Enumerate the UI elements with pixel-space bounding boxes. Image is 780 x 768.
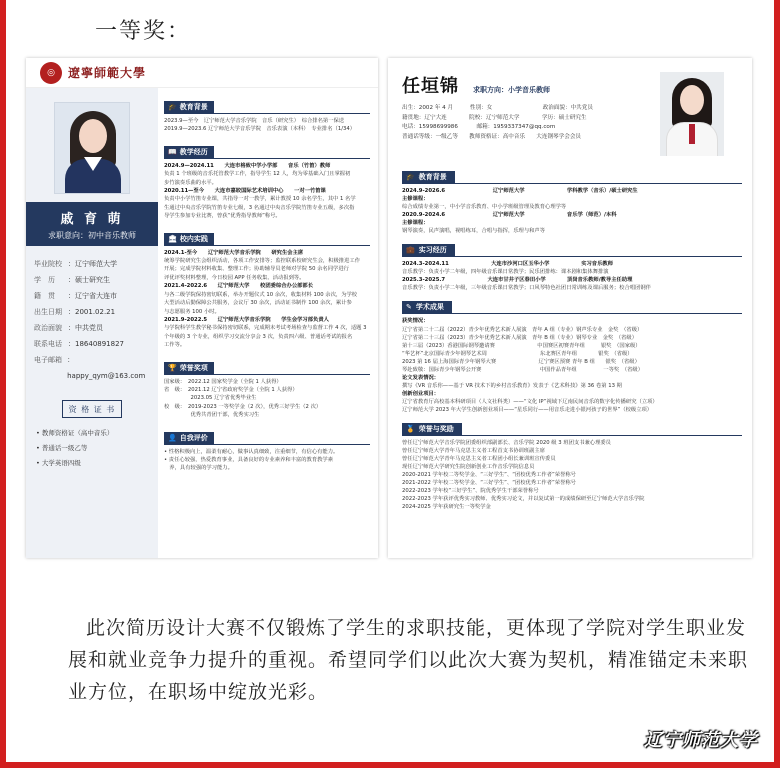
section-line: 辽宁省第二十二届（2022）青少年优秀艺术新人展演 青年 A 组（专业）钢声乐专业 金奖 （省级） <box>402 326 643 333</box>
section-line: 国家级： 2022.12 国家奖学金（全院 1 人获得） <box>164 378 282 385</box>
section-header-row <box>402 294 742 314</box>
section-header-row <box>164 139 370 159</box>
section-title: 荣誉奖项 <box>179 363 208 372</box>
section-line: 2024.9-2026.6 辽宁师范大学 学科教学（音乐）/硕士研究生 <box>402 188 638 194</box>
section-title: 教育背景 <box>418 173 447 181</box>
section-line: 养，具有较强的学习能力。 <box>164 465 233 472</box>
section-icon: 🏅 <box>406 425 415 434</box>
info-label: 联系电话 <box>34 340 62 348</box>
section-line: 2024.9—2024.11 大连市格致中学小学部 音乐（竹笛）教师 <box>164 162 331 169</box>
info-label: 出生日期 <box>34 308 62 316</box>
resume-section <box>164 355 370 420</box>
section-line: 综合成绩专业第一，中小学音乐教育、中小学班级管理及教育心理学等 <box>402 204 567 211</box>
info-row <box>34 304 150 320</box>
resume-2-main <box>388 164 752 511</box>
section-line: 省 级： 2021.12 辽宁省政府奖学金（全院 1 人获得） <box>164 386 298 393</box>
section-header-row <box>164 226 370 246</box>
info-label: 学 历 <box>34 276 55 284</box>
resume-2-header <box>388 58 752 162</box>
section-header-row <box>402 237 742 257</box>
info-line: 出生：2002 年 4 月 性别：女 政治面貌：中共党员 <box>402 105 593 111</box>
section-title: 教学经历 <box>179 147 208 156</box>
section-line: 琴赴致敬：国际青少年钢琴公开赛 中国作品青年组 一等奖 （省级） <box>402 366 644 373</box>
section-header-row <box>164 355 370 375</box>
section-title: 实习经历 <box>418 246 447 255</box>
section-header-row <box>164 425 370 445</box>
section-line: 开展；完成学院材料收集、整理工作；协助辅导员老师对学院 50 余名同学进行 <box>164 266 349 273</box>
section-line: 辽宁省第二十三届（2023）青少年优秀艺术新人展演 青年 B 组（专业）钢琴专业 金奖 （省级） <box>402 334 638 341</box>
certificate-item: • 教师资格证（高中音乐） <box>36 429 114 437</box>
info-value: ：2001.02.21 <box>68 308 116 316</box>
section-line: 2024-2025 学年获研究生一等奖学金 <box>402 504 491 511</box>
section-line: 个年级的 3 个专业，组织学习交流分享会 3 次，负责四六级、普通话考试的报名 <box>164 333 353 340</box>
resume-1-sidebar <box>26 88 158 558</box>
section-icon: 🎓 <box>168 103 177 111</box>
resume-section <box>164 425 370 473</box>
info-value: ：中共党员 <box>68 324 103 332</box>
section-header <box>164 146 214 158</box>
info-label: 毕业院校 <box>34 260 62 268</box>
section-line: 步竹演奏乐曲的水平。 <box>164 179 217 186</box>
section-icon: ✎ <box>406 303 412 312</box>
certificate-item: • 大学英语四级 <box>36 459 81 467</box>
section-line: 2020-2021 学年校二等奖学金、“三好学生”、“团校优秀工作者”荣誉称号 <box>402 472 576 479</box>
info-line: 籍贯地：辽宁大连 院校：辽宁师范大学 学历：硕士研究生 <box>402 114 587 121</box>
section-title: 校内实践 <box>179 234 208 243</box>
info-row <box>34 320 150 336</box>
section-line: 统筹学院研究生会组织活动，各项工作安排等；监控联系校研究生会，积极推进工作 <box>164 258 360 265</box>
candidate-photo <box>660 72 724 156</box>
name-band <box>26 202 158 246</box>
section-header-row <box>164 94 370 114</box>
resume-image-1 <box>26 58 378 558</box>
section-line: 2019.9—2023.6 辽宁师范大学音乐学院 音乐表演（本科） 专业排名（1/34） <box>164 126 356 133</box>
candidate-photo <box>54 102 130 194</box>
section-line: 2020.11—至今 大连市嘉皎国际艺术培训中心 一对一竹笛课 <box>164 188 326 195</box>
section-line: 主修课程： <box>402 196 429 203</box>
info-value: ：辽宁师范大学 <box>68 260 117 268</box>
section-line: 2022-2023 学年获评优秀实习教师、优秀实习论文，并以复试第一的成绩保研至辽宁师范大学音乐学院 <box>402 496 645 503</box>
section-line: 曾任辽宁师范大学青年马克思主义者工程首支书协训班副主席 <box>402 448 546 455</box>
candidate-name: 戚 育 萌 <box>60 212 124 227</box>
section-header-row <box>402 164 742 184</box>
resume-1-main <box>164 94 370 558</box>
section-line: 优秀共青团干部，优秀实习生 <box>164 412 260 419</box>
section-line: • 责任心较强，热爱教育事业，具备良好的专业素养和丰富的教育教学素 <box>164 456 334 463</box>
section-line: 曾任辽宁师范大学青年马克思主义者工程团小组长兼训班宣传委员 <box>402 456 556 463</box>
section-line: 大型活动后勤保障公共服务，会议厅 30 余次，活动证书制作 100 余次，累计参 <box>164 300 352 307</box>
info-row <box>34 352 150 384</box>
section-line: • 性格积极向上，温柔有耐心，做事认真细致，注重细节，有信心有能力。 <box>164 448 339 455</box>
section-header <box>164 432 214 444</box>
resume-1-header <box>26 58 378 88</box>
section-title: 自我评价 <box>179 433 208 442</box>
resume-section <box>164 139 370 221</box>
info-label: 政治面貌 <box>34 324 62 332</box>
section-line: 撰写《VR 音乐你——基于 VR 技术下的乡村音乐教育》发表于《艺术科技》第 36 卷第 13 期 <box>402 382 622 389</box>
section-line: 导学生参加专业比赛，曾获“优秀指导教师”称号。 <box>164 213 281 220</box>
section-icon: 👤 <box>168 433 177 442</box>
section-header <box>164 362 214 374</box>
section-line: 与志愿服务 100 小时。 <box>164 308 220 315</box>
section-line: 第十三届（2023）香港国际钢琴邀请赛 中国赛区初赛青年组 银奖 （国家级） <box>402 342 641 349</box>
section-line: 2021-2022 学年校二等奖学金、“三好学生”、“团校优秀工作者”荣誉称号 <box>402 480 576 487</box>
info-label: 电子邮箱 <box>34 356 62 364</box>
certificate-list <box>26 418 158 471</box>
resume-section <box>402 294 742 414</box>
candidate-name: 任垣锦 <box>402 76 459 97</box>
section-header <box>164 101 214 113</box>
university-logo-text: 遼寧師範大學 <box>68 66 147 80</box>
section-header <box>164 233 214 245</box>
university-watermark: 辽宁师范大学 <box>644 730 758 751</box>
section-icon: 📖 <box>168 147 177 156</box>
section-line: 2022-2023 学年校“三好学生”、院优秀学生干部荣誉称号 <box>402 488 539 495</box>
section-line: 2025.3-2025.7 大连市甘井子区春田小学 顶岗音乐教师/教导主任助理 <box>402 277 633 284</box>
section-icon: 💼 <box>406 246 415 255</box>
section-header <box>402 301 452 313</box>
section-icon: 🎓 <box>406 173 415 181</box>
info-row <box>34 288 150 304</box>
university-seal-icon: ◎ <box>40 62 62 84</box>
section-icon: 🏛 <box>168 234 177 243</box>
section-line: 负责 1 个班级的音乐托管教学工作，指导学生 12 人，均为零基础入门且掌握初 <box>164 171 351 178</box>
info-value: ：硕士研究生 <box>68 276 110 284</box>
section-title: 荣誉与奖励 <box>418 425 454 434</box>
section-line: 现任辽宁师范大学研究生院创新创业工作音乐学院信息员 <box>402 464 535 471</box>
resume-section <box>402 416 742 511</box>
job-direction: 求职方向：小学音乐教师 <box>473 86 550 94</box>
job-intention: 求职意向：初中音乐教师 <box>48 231 136 240</box>
info-line: 普通话等级：一级乙等 教师资格证：高中音乐 大连钢琴学会会员 <box>402 133 582 140</box>
section-line: 辽宁师范大学 2023 年大学生创新创业项目——“星乐同行——用音乐走进小银河孩子的世界”（校级立项） <box>402 406 653 413</box>
resume-image-2 <box>388 58 752 558</box>
summary-paragraph: 此次简历设计大赛不仅锻炼了学生的求职技能，更体现了学院对学生职业发展和就业竞争力提升的重视。希望同学们以此次大赛为契机，精准锚定未来职业方位，在职场中绽放光彩。 <box>68 617 749 703</box>
info-row <box>34 256 150 272</box>
resume-section <box>402 237 742 292</box>
certificate-heading: 资 格 证 书 <box>62 400 122 418</box>
section-line: 创新创业项目： <box>402 390 440 397</box>
section-line: 与各二级学院保持密切联系，举办开题仪式 10 余次，收集材料 100 余次，为学校 <box>164 291 358 298</box>
section-line: 2023.9—至今 辽宁师范大学音乐学院 音乐（研究生） 综合排名第一保送 <box>164 118 345 124</box>
resume-section <box>164 226 370 350</box>
section-line: 负责中小学竹笛专业课，共指导一对一教学，累计教授 10 余名学生，其中 1 名学 <box>164 196 356 203</box>
section-line: 2021.4-2022.6 辽宁师范大学 校团委综合办公部部长 <box>164 283 314 290</box>
section-header-row <box>402 416 742 436</box>
info-value: ：happy_qym@163.com <box>67 356 146 380</box>
personal-info-list <box>26 246 158 384</box>
resume-section <box>164 94 370 134</box>
section-line: 校 级： 2019-2023 一等奖学金（2 次），优秀三好学生（2 次） <box>164 403 322 410</box>
section-line: 2020.9-2024.6 辽宁师范大学 音乐学（师范）/本科 <box>402 212 617 219</box>
section-line: 2023 第 16 届上海国际青少年钢琴大赛 辽宁赛区预赛 青年 B 组 银奖 （省级） <box>402 358 640 365</box>
info-label: 籍 贯 <box>34 292 55 300</box>
section-line: 论文发表情况： <box>402 374 440 381</box>
info-row <box>34 272 150 288</box>
section-title: 学术成果 <box>415 303 444 312</box>
section-header <box>402 244 455 256</box>
section-icon: 🏆 <box>168 363 177 372</box>
section-title: 教育背景 <box>179 103 208 111</box>
info-value: ：辽宁省大连市 <box>68 292 117 300</box>
section-line: 评优评奖材料整理，今日校园 APP 任务收集、活动报到等。 <box>164 274 305 281</box>
section-line: 音乐教学：负责小学二年级，四年级音乐课日常教学；民乐团排练：课本剧和集体舞排演 <box>402 269 609 276</box>
section-line: 2023.05 辽宁省优秀毕业生 <box>164 395 257 402</box>
info-value: ：18640891827 <box>68 340 124 348</box>
section-line: 获奖情况： <box>402 318 429 325</box>
section-header <box>402 423 462 435</box>
section-line: 与学院科学生教学秘书保持密切联系，完成期末考试考场检查与监督工作 4 次，适题 3 <box>164 325 367 332</box>
award-heading: 一等奖： <box>95 19 192 44</box>
section-line: 生通过中央音乐学院竹笛专业七级，3 名通过中央音乐学院竹笛专业五级，多次指 <box>164 204 355 211</box>
section-line: 辽宁省教育厅高校基本科研项目（人文社科类）——“文化 IP”视域下辽南民间音乐的数字化传播研究（立项） <box>402 398 658 405</box>
section-line: 曾任辽宁师范大学音乐学院团委组织部副部长、音乐学院 2020 级 3 班团支书兼心理委员 <box>402 440 611 447</box>
section-line: 主修课程： <box>402 220 429 227</box>
section-line: 钢琴演奏，民声演唱，视唱练耳，合唱与指挥，乐理与和声等 <box>402 228 546 235</box>
section-line: 2021.9-2022.5 辽宁师范大学音乐学院 学生会学习部负责人 <box>164 316 329 323</box>
section-line: 2024.3-2024.11 大连市沙河口区玉华小学 实习音乐教师 <box>402 261 613 268</box>
info-row <box>34 336 150 352</box>
section-line: 音乐教学：负责小学二年级，三年级音乐课日常教学；口风琴特色社团日常训练及课后服务；校合唱团钢伴 <box>402 285 651 292</box>
section-line: “华艺杯”北京国际青少年钢琴艺术周 东北赛区青年组 银奖 （省级） <box>402 350 633 357</box>
section-header <box>402 171 455 183</box>
info-line: 电话：15998699986 邮箱：1959337347@qq.com <box>402 124 556 131</box>
section-line: 工作等。 <box>164 342 186 349</box>
section-line: 2024.1-至今 辽宁师范大学音乐学院 研究生会主席 <box>164 249 304 256</box>
certificate-item: • 普通话一级乙等 <box>36 444 88 452</box>
resume-section <box>402 164 742 235</box>
